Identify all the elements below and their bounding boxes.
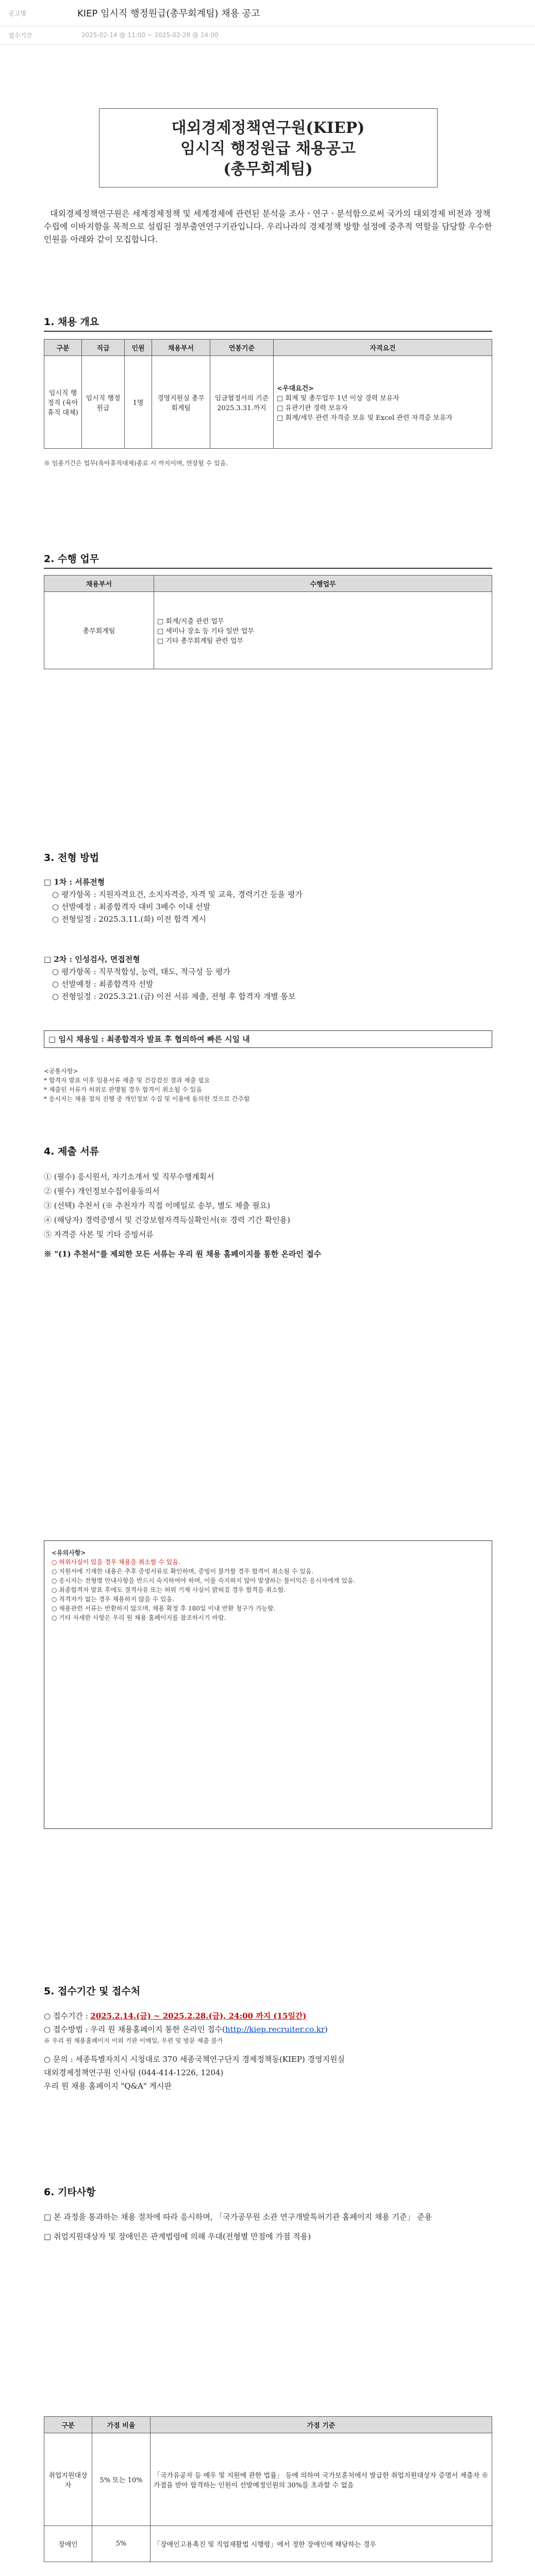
cell-grade: 임시직 행정원급 <box>82 356 125 449</box>
cell-rate: 5% <box>92 2526 151 2562</box>
stage2-block <box>44 953 492 1003</box>
documents-list <box>44 1170 492 1261</box>
intro-paragraph: 대외경제정책연구원은 세계경제정책 및 세계경제에 관련된 분석을 조사ㆍ연구ㆍ분석함으로써 국가의 대외경제 비전과 정책 수립에 이바지함을 목적으로 설립된 정부출연연구기관입니다. 우리나라의 경제정책 방향 설정에 중추적 역할을 담당할 우수한 인원을 아래와 같이 모집합니다. <box>44 209 492 244</box>
col-category: 구분 <box>44 2417 92 2433</box>
note-item: * 합격자 발표 이후 임용서류 제출 및 건강검진 결과 제출 필요 <box>44 1077 210 1084</box>
cell-dept: 경영지원실 총무회계팀 <box>152 356 210 449</box>
stage-item: ○ 전형일정 : 2025.3.11.(화) 이전 합격 게시 <box>52 914 206 924</box>
notice-item: ○ 허위사실이 있을 경우 채용을 취소할 수 있음. <box>52 1558 180 1566</box>
contact-line: 대외경제정책연구원 인사팀 (044-414-1226, 1204) <box>44 2068 224 2077</box>
notice-box-title: <유의사항> <box>52 1549 86 1556</box>
req-item: □ 회계 및 총무업무 1년 이상 경력 보유자 <box>277 394 399 402</box>
note-item: * 제출된 서류가 허위로 판명될 경우 합격이 취소될 수 있음 <box>44 1086 202 1093</box>
notice-document <box>44 108 492 2549</box>
section5-title: 5. 접수기간 및 접수처 <box>44 1986 141 1997</box>
note-title: <공통사항> <box>44 1067 78 1075</box>
misc-item: □ 본 과정을 통과하는 채용 절차에 따라 응시하며, 「국가공무원 소관 연구개발특허기관 홈페이지 채용 기준」 준용 <box>44 2212 432 2222</box>
doc-item: ⑤ 자격증 사본 및 기타 증빙서류 <box>44 1230 154 1239</box>
doc-item: ② (필수) 개인정보수집이용동의서 <box>44 1187 160 1196</box>
doc-title-line3: (총무회계팀) <box>223 160 313 178</box>
misc-item: □ 취업지원대상자 및 장애인은 관계법령에 의해 우대(전형별 만점에 가점 적용) <box>44 2232 311 2241</box>
notice-title: KIEP 임시직 행정원급(총무회계팀) 채용 공고 <box>77 8 260 19</box>
preference-table <box>44 2416 492 2562</box>
table-row <box>44 2526 492 2562</box>
common-notes <box>44 1066 492 1104</box>
cell-rate: 5% 또는 10% <box>92 2433 151 2526</box>
site-note: ※ 우리 원 채용홈페이지 이외 기관 이메일, 우편 및 방문 제출 불가 <box>44 2037 223 2044</box>
col-rate: 가점 비율 <box>92 2417 151 2433</box>
period-prefix: ○ 접수기간 : <box>44 2011 91 2021</box>
notice-item: ○ 지원서에 기재한 내용은 추후 증빙서류로 확인하며, 증빙이 불가할 경우 합격이 취소될 수 있음. <box>52 1568 314 1575</box>
misc-items <box>44 2210 492 2243</box>
doc-title-line1: 대외경제정책연구원(KIEP) <box>171 119 365 137</box>
cell-requirements <box>274 356 492 449</box>
section1-note: ※ 임용기간은 업무(육아휴직대체)종료 시 까지이며, 연장될 수 있음. <box>44 460 228 467</box>
col-grade: 직급 <box>82 340 125 356</box>
stage-item: ○ 선발예정 : 최종합격자 대비 3배수 이내 선발 <box>52 902 211 911</box>
notice-item: ○ 채용관련 서류는 반환하지 않으며, 채용 확정 후 180일 이내 반환 청구가 가능함. <box>52 1605 276 1612</box>
stage-item: ○ 전형일정 : 2025.3.21.(금) 이전 서류 제출, 전형 후 합격자 개별 통보 <box>52 992 296 1001</box>
recruit-site-link[interactable]: http://kiep.recruiter.co.kr <box>225 2025 325 2034</box>
cell-dept: 총무회계팀 <box>44 592 154 669</box>
period-line <box>44 2009 492 2023</box>
site-prefix: ○ 접수방법 : 우리 원 채용홈페이지 통한 온라인 접수( <box>44 2025 225 2034</box>
application-info <box>44 2009 492 2093</box>
table-row <box>44 592 492 669</box>
section4-title: 4. 제출 서류 <box>44 1146 99 1157</box>
documents-warning: ※ "(1) 추천서"를 제외한 모든 서류는 우리 원 채용 홈페이지를 통한 온라인 접수 <box>44 1249 322 1259</box>
cell-category: 임시직 행정직 (육아휴직 대체) <box>44 356 82 449</box>
notice-item: ○ 기타 자세한 사항은 우리 원 채용 홈페이지를 참조하시기 바람. <box>52 1614 226 1621</box>
stage1-block <box>44 876 492 925</box>
stage-item: ○ 평가항목 : 지원자격요건, 소지자격증, 자격 및 교육, 경력기간 등을 평가 <box>52 890 303 899</box>
col-salary: 연봉기준 <box>210 340 274 356</box>
stage-heading: □ 1차 : 서류전형 <box>44 877 105 887</box>
site-line <box>44 2023 492 2036</box>
table-row <box>44 2433 492 2526</box>
cell-criteria: 「장애인고용촉진 및 직업재활법 시행령」에서 정한 장애인에 해당하는 경우 <box>151 2526 492 2562</box>
title-label: 공고명 <box>8 9 26 17</box>
table-row <box>44 356 492 449</box>
document-title-box <box>99 108 438 188</box>
doc-item: ① (필수) 응시원서, 자기소개서 및 직무수행계획서 <box>44 1172 214 1181</box>
doc-item: ③ (선택) 추천서 (※ 추천자가 직접 이메일로 송부, 별도 제출 필요) <box>44 1201 271 1210</box>
period-value: 2025-02-14 @ 11:00 ~ 2025-02-28 @ 24:00 <box>81 31 219 39</box>
contact-line: 우리 원 채용 홈페이지 "Q&A" 게시판 <box>44 2081 172 2091</box>
notice-item: ○ 최종합격자 발표 후에도 결격사유 또는 허위 기재 사실이 밝혀질 경우 합격을 취소함. <box>52 1586 286 1594</box>
stage-heading: □ 2차 : 인성검사, 면접전형 <box>44 955 140 964</box>
notice-box <box>44 1540 492 1829</box>
col-tasks: 수행업무 <box>154 575 492 592</box>
tasks-table <box>44 575 492 669</box>
notice-item: ○ 적격자가 없는 경우 채용하지 않을 수 있음. <box>52 1596 175 1603</box>
cell-category: 취업지원대상자 <box>44 2433 92 2526</box>
section2-divider <box>44 568 492 569</box>
doc-item: ④ (해당자) 경력증명서 및 건강보험자격득실확인서(※ 경력 기간 확인용) <box>44 1215 291 1225</box>
period-row <box>0 26 535 45</box>
notice-item: ○ 응시자는 전형별 안내사항을 반드시 숙지하여야 하며, 이를 숙지하지 않아 발생하는 불이익은 응시자에게 있음. <box>52 1577 356 1584</box>
cell-tasks <box>154 592 492 669</box>
cell-criteria: 「국가유공자 등 예우 및 지원에 관한 법률」 등에 의하여 국가보훈처에서 발급한 취업지원대상자 증명서 제출자 ※ 가점을 받아 합격하는 인원이 선발예정인원의 30%를 초과할 수 없음 <box>151 2433 492 2526</box>
section1-divider <box>44 331 492 332</box>
section3-title: 3. 전형 방법 <box>44 852 99 863</box>
cell-salary: 임금협정서의 기준 2025.3.31.까지 <box>210 356 274 449</box>
stage-item: ○ 선발예정 : 최종합격자 선발 <box>52 979 154 989</box>
col-req: 자격요건 <box>274 340 492 356</box>
col-category: 구분 <box>44 340 82 356</box>
col-dept: 채용부서 <box>152 340 210 356</box>
section2-title: 2. 수행 업무 <box>44 553 99 565</box>
cell-category: 장애인 <box>44 2526 92 2562</box>
task-item: □ 기타 총무회계팀 관련 업무 <box>157 637 243 645</box>
req-title: <우대요건> <box>277 384 314 393</box>
notice-title-row <box>0 0 535 26</box>
stage-item: ○ 평가항목 : 직무적합성, 능력, 태도, 적극성 등 평가 <box>52 967 230 976</box>
site-suffix: ) <box>325 2025 328 2034</box>
contact-line: ○ 문의 : 세종특별자치시 시청대로 370 세종국책연구단지 경제정책동(KIEP) 경영지원실 <box>44 2055 345 2064</box>
section1-title: 1. 채용 개요 <box>44 316 99 328</box>
cell-count: 1명 <box>125 356 152 449</box>
col-count: 인원 <box>125 340 152 356</box>
task-item: □ 세미나 장소 등 기타 일반 업무 <box>157 628 254 635</box>
application-period: 2025.2.14.(금) ~ 2025.2.28.(금), 24:00 까지 (15일간) <box>90 2011 307 2021</box>
req-item: □ 회계/세무 관련 자격증 보유 및 Excel 관련 자격증 보유자 <box>277 414 453 422</box>
section6-title: 6. 기타사항 <box>44 2187 96 2198</box>
recruit-table <box>44 339 492 449</box>
doc-title-line2: 임시직 행정원급 채용공고 <box>180 140 356 158</box>
hire-date-box: □ 임시 채용일 : 최종합격자 발표 후 협의하여 빠른 시일 내 <box>44 1030 492 1048</box>
req-item: □ 유관기관 경력 보유자 <box>277 404 348 412</box>
col-criteria: 가점 기준 <box>151 2417 492 2433</box>
col-dept: 채용부서 <box>44 575 154 592</box>
note-item: * 응시자는 채용 절차 진행 중 개인정보 수집 및 이용에 동의한 것으로 간주함 <box>44 1095 250 1103</box>
period-label: 접수기간 <box>8 31 32 39</box>
task-item: □ 회계/지출 관련 업무 <box>157 618 224 625</box>
